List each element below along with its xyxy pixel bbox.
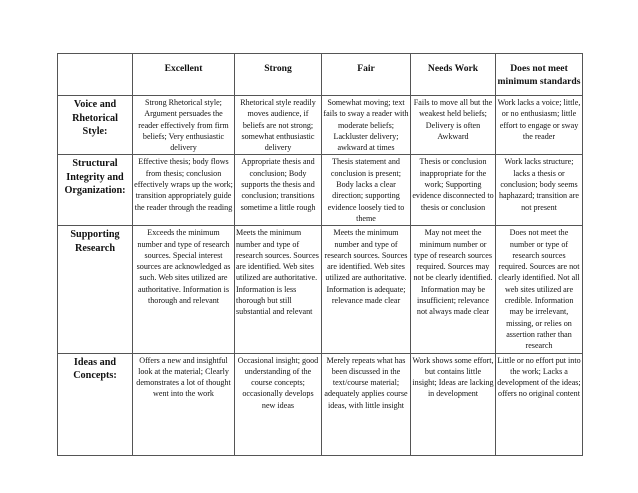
- header-strong: Strong: [235, 54, 322, 96]
- cell-structure-strong: Appropriate thesis and conclusion; Body supports the thesis and conclusion; transitions sometime a little rough: [235, 155, 322, 226]
- rubric-row-research: [58, 226, 583, 353]
- cell-voice-fair: Somewhat moving; text fails to sway a reader with moderate beliefs; Lackluster delivery; awkward at times: [322, 96, 411, 155]
- header-row: [58, 54, 583, 96]
- cell-structure-needs-work: Thesis or conclusion inappropriate for the work; Supporting evidence disconnected to thesis or conclusion: [411, 155, 496, 226]
- header-fair: Fair: [322, 54, 411, 96]
- row-label-voice: Voice and Rhetorical Style:: [58, 96, 133, 155]
- cell-research-excellent: Exceeds the minimum number and type of research sources. Special interest sources are acknowledged as such. Web sites utilized are authoritative. Information is thorough and relevant: [133, 226, 235, 353]
- rubric-table: [57, 53, 583, 456]
- cell-research-does-not-meet: Does not meet the number or type of research sources required. Sources are not clearly identified. Not all web sites utilized are credible. Information may be irrelevant, missing, or relies on assertion rather than research: [496, 226, 583, 353]
- cell-research-needs-work: May not meet the minimum number or type of research sources required. Sources may not be clearly identified. Information may be insufficient; relevance not always made clear: [411, 226, 496, 353]
- rubric-row-structure: [58, 155, 583, 226]
- header-corner-cell: [58, 54, 133, 96]
- cell-ideas-needs-work: Work shows some effort, but contains little insight; Ideas are lacking in development: [411, 353, 496, 455]
- cell-ideas-strong: Occasional insight; good understanding of the course concepts; occasionally develops new ideas: [235, 353, 322, 455]
- cell-voice-does-not-meet: Work lacks a voice; little, or no enthusiasm; little effort to engage or sway the reader: [496, 96, 583, 155]
- cell-ideas-fair: Merely repeats what has been discussed in the text/course material; adequately applies course ideas, with little insight: [322, 353, 411, 455]
- rubric-row-ideas: [58, 353, 583, 455]
- cell-structure-fair: Thesis statement and conclusion is present; Body lacks a clear direction; supporting evidence loosely tied to theme: [322, 155, 411, 226]
- cell-structure-excellent: Effective thesis; body flows from thesis; conclusion effectively wraps up the work; transition appropriately guide the reader through the reading: [133, 155, 235, 226]
- cell-research-strong: Meets the minimum number and type of research sources. Sources are identified. Web sites utilized are authoritative. Information is less thorough but still substantial and relevant: [235, 226, 322, 353]
- row-label-structure: Structural Integrity and Organization:: [58, 155, 133, 226]
- cell-voice-needs-work: Fails to move all but the weakest held beliefs; Delivery is often Awkward: [411, 96, 496, 155]
- header-does-not-meet: Does not meet minimum standards: [496, 54, 583, 96]
- row-label-ideas: Ideas and Concepts:: [58, 353, 133, 455]
- cell-voice-excellent: Strong Rhetorical style; Argument persuades the reader effectively from firm beliefs; Very enthusiastic delivery: [133, 96, 235, 155]
- header-needs-work: Needs Work: [411, 54, 496, 96]
- row-label-research: Supporting Research: [58, 226, 133, 353]
- cell-voice-strong: Rhetorical style readily moves audience, if beliefs are not strong; somewhat enthusiastic delivery: [235, 96, 322, 155]
- header-excellent: Excellent: [133, 54, 235, 96]
- cell-structure-does-not-meet: Work lacks structure; lacks a thesis or conclusion; body seems haphazard; transition are not present: [496, 155, 583, 226]
- cell-ideas-does-not-meet: Little or no effort put into the work; Lacks a development of the ideas; offers no original content: [496, 353, 583, 455]
- rubric-row-voice: [58, 96, 583, 155]
- cell-research-fair: Meets the minimum number and type of research sources. Sources are identified. Web sites utilized are authoritative. Information is adequate; relevance made clear: [322, 226, 411, 353]
- cell-ideas-excellent: Offers a new and insightful look at the material; Clearly demonstrates a lot of thought went into the work: [133, 353, 235, 455]
